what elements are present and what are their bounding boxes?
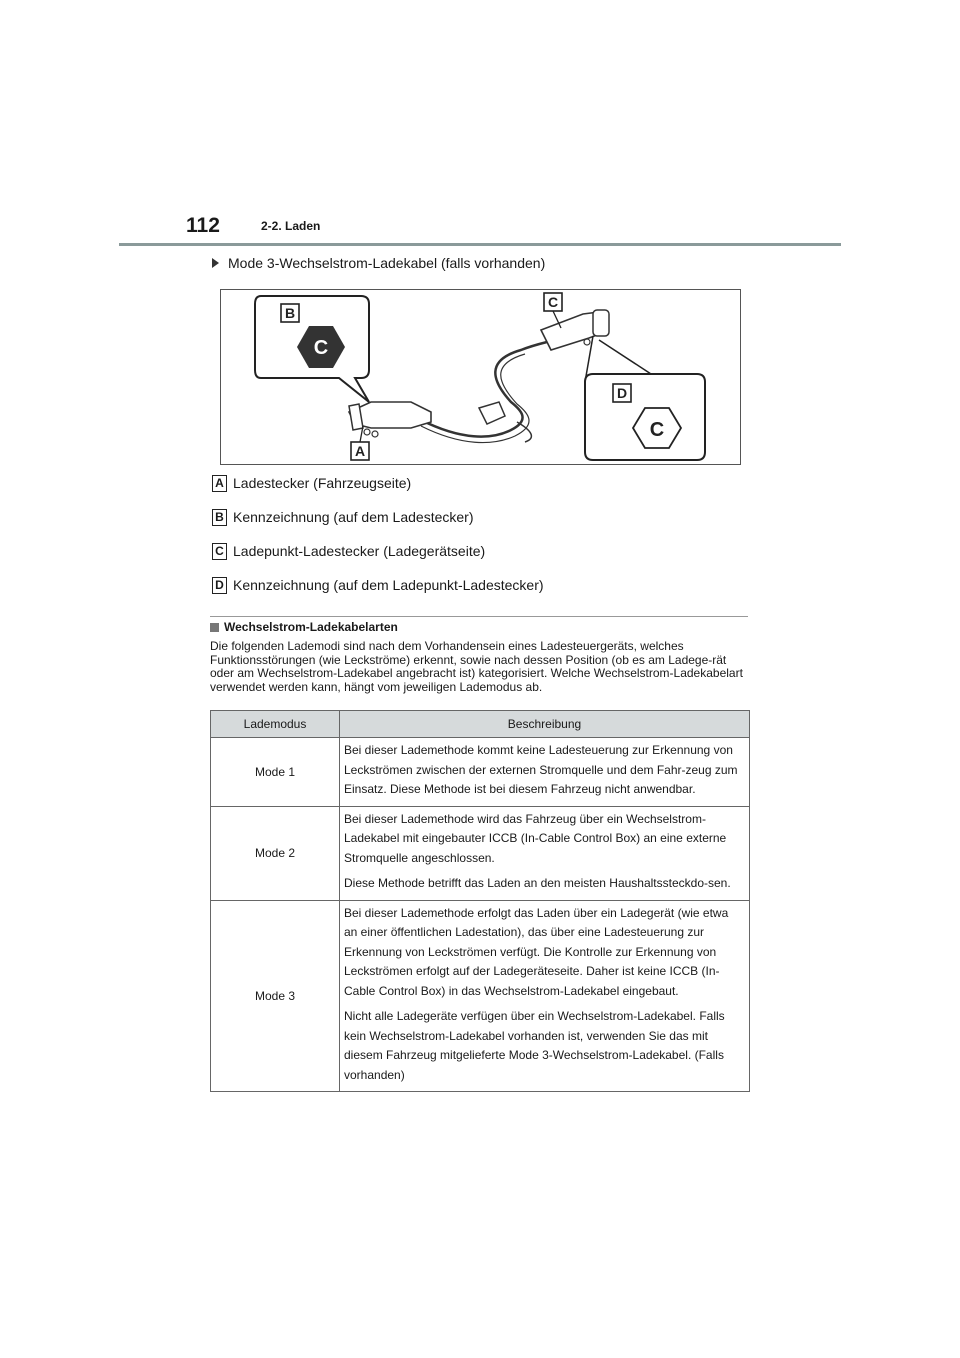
charger-connector-tip [593,310,609,336]
callout-item-a [212,474,544,492]
callout-item-c [212,542,544,560]
table-row [211,900,750,1092]
cable-line [421,342,547,437]
marking-d-symbol: C [649,419,665,441]
table-cell-description [340,738,750,807]
connector-latch [364,429,370,435]
figure-subheading-text: Mode 3-Wechselstrom-Ladekabel (falls vorhanden) [228,255,546,271]
section-heading-text: Wechselstrom-Ladekabelarten [224,620,398,634]
callout-text-a: Ladestecker (Fahrzeugseite) [233,475,412,491]
callout-legend [212,474,544,610]
callout-letter-d: D [212,577,227,594]
square-bullet-icon [210,623,219,632]
connector-latch-2 [372,431,378,437]
table-cell-description [340,900,750,1092]
description-paragraph: Diese Methode betrifft das Laden an den meisten Haushaltssteckdo-sen. [344,876,731,890]
description-paragraph: Bei dieser Lademethode wird das Fahrzeug über ein Wechselstrom-Ladekabel mit eingebauter ICCB (In-Cable Control Box) an eine externe Stromquelle angeschlossen. [344,811,727,865]
table-row [211,738,750,807]
figure-subheading [212,255,545,271]
table-header-mode: Lademodus [211,711,340,738]
section-separator [210,616,748,617]
charger-latch [584,339,590,345]
table-header-row [211,711,750,738]
label-a: A [354,443,366,459]
page-number: 112 [186,214,220,237]
description-paragraph: Bei dieser Lademethode kommt keine Ladesteuerung zur Erkennung von Leckströmen zwischen der externen Stromquelle und dem Fahr-zeug zum Einsatz. Diese Methode ist bei diesem Fahrzeug nicht anwendbar. [344,743,738,796]
callout-d-pointer-2 [599,340,651,374]
callout-text-d: Kennzeichnung (auf dem Ladepunkt-Ladestecker) [233,577,544,593]
label-c: C [547,294,559,310]
callout-item-b [212,508,544,526]
callout-letter-b: B [212,509,227,526]
table-cell-mode: Mode 3 [211,900,340,1092]
label-d: D [616,385,628,401]
charging-modes-table [210,710,750,1092]
table-header-description: Beschreibung [340,711,750,738]
callout-item-d [212,576,544,594]
charging-cable-drawing [221,290,740,464]
table-cell-mode: Mode 1 [211,738,340,807]
callout-text-b: Kennzeichnung (auf dem Ladestecker) [233,509,474,525]
callout-text-c: Ladepunkt-Ladestecker (Ladegerätseite) [233,543,486,559]
table-cell-mode: Mode 2 [211,806,340,900]
section-heading [210,620,398,634]
table-cell-description [340,806,750,900]
table-row [211,806,750,900]
label-b: B [284,305,296,321]
description-paragraph: Bei dieser Lademethode erfolgt das Laden über ein Ladegerät (wie etwa an einer öffentlichen Ladestation), das über eine Ladesteuerung zur Erkennung von Leckströmen verfügt. Die Kontrolle zur Erkennung von Leckströmen erfolgt auf der Ladegeräteseite. Daher ist keine ICCB (In-Cable Control Box) in das Wechselstrom-Ladekabel eingebaut. [344,905,729,998]
protective-cap [479,402,505,424]
section-intro: Die folgenden Lademodi sind nach dem Vorhandensein eines Ladesteuergeräts, welches Funktionsstörungen (wie Leckströme) erkennt, sowie nach dessen Position (ob es am Ladege-rät oder am Wechselstrom-Ladekabel angebracht ist) kategorisiert. Welche Wechselstrom-Ladekabelart verwendet werden kann, hängt vom jeweiligen Lademodus ab. [210,639,743,694]
description-paragraph: Nicht alle Ladegeräte verfügen über ein Wechselstrom-Ladekabel. Falls kein Wechselstrom-Ladekabel vorhanden ist, verwenden Sie das mit diesem Fahrzeug mitgelieferte Mode 3-Wechselstrom-Ladekabel. (Falls vorhanden) [344,1009,725,1082]
charging-cable-illustration [220,289,741,465]
callout-letter-a: A [212,475,227,492]
callout-letter-c: C [212,543,227,560]
arrow-icon [212,258,219,268]
header-rule [119,243,841,246]
section-title: 2-2. Laden [261,219,321,233]
marking-c-symbol: C [313,337,329,359]
